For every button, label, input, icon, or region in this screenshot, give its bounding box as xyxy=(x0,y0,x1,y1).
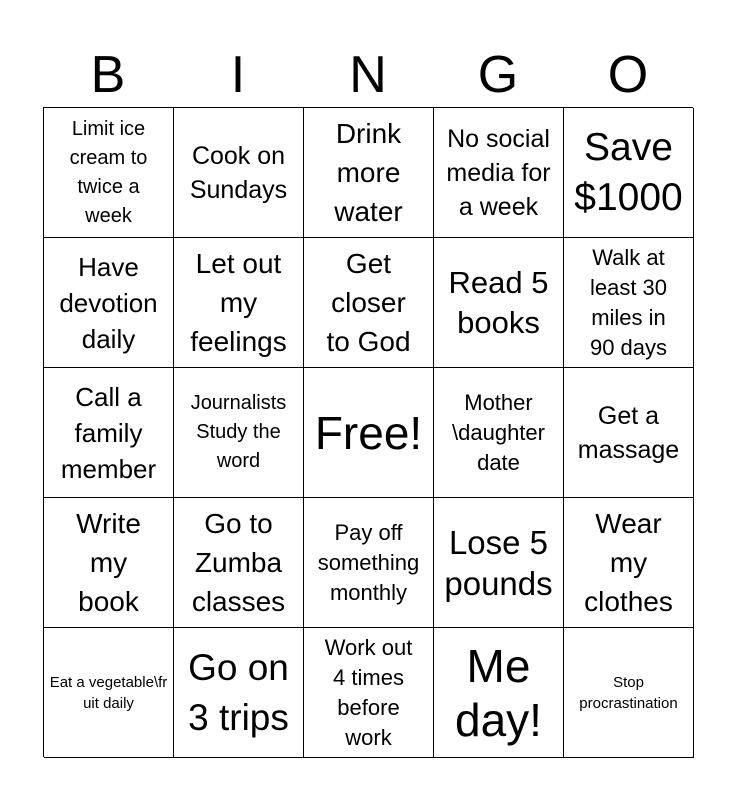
cell-text: Walk at least 30 miles in 90 days xyxy=(589,244,668,360)
bingo-cell[interactable] xyxy=(44,238,174,368)
bingo-cell[interactable] xyxy=(434,238,564,368)
bingo-cell[interactable] xyxy=(304,498,434,628)
cell-text: Limit ice cream to twice a week xyxy=(69,117,148,227)
bingo-cell[interactable] xyxy=(44,108,174,238)
bingo-cell[interactable] xyxy=(564,628,694,758)
cell-text: Save $1000 xyxy=(574,125,683,219)
header-letter-o: O xyxy=(607,46,649,104)
bingo-cell[interactable] xyxy=(564,238,694,368)
bingo-board xyxy=(43,107,693,757)
cell-text: Pay off something monthly xyxy=(317,519,420,605)
bingo-cell[interactable] xyxy=(174,238,304,368)
cell-text: Stop procrastination xyxy=(579,673,678,712)
bingo-cell[interactable] xyxy=(564,108,694,238)
cell-text: Call a family member xyxy=(60,381,157,484)
cell-text: Write my book xyxy=(76,508,141,617)
cell-text: Wear my clothes xyxy=(584,508,673,617)
bingo-cell[interactable] xyxy=(174,368,304,498)
bingo-cell[interactable] xyxy=(564,368,694,498)
free-space-text: Free! xyxy=(314,406,423,459)
cell-text: Journalists Study the word xyxy=(190,392,287,472)
cell-text: Eat a vegetable\fruit daily xyxy=(49,673,168,712)
cell-text: Get closer to God xyxy=(326,248,411,357)
cell-text: Have devotion daily xyxy=(59,251,158,354)
cell-text: Lose 5 pounds xyxy=(444,523,553,602)
cell-text: Go to Zumba classes xyxy=(191,508,286,617)
bingo-cell[interactable] xyxy=(564,498,694,628)
bingo-cell[interactable] xyxy=(304,628,434,758)
header-letter-g: G xyxy=(477,46,519,104)
cell-text: Drink more water xyxy=(334,118,403,227)
cell-text: Me day! xyxy=(455,639,542,746)
cell-text: Mother \daughter date xyxy=(452,389,545,475)
bingo-cell[interactable] xyxy=(44,368,174,498)
cell-text: Cook on Sundays xyxy=(189,141,288,204)
bingo-cell[interactable] xyxy=(304,108,434,238)
bingo-cell[interactable] xyxy=(434,108,564,238)
cell-text: Read 5 books xyxy=(448,264,549,340)
cell-text: Go on 3 trips xyxy=(188,646,289,738)
bingo-cell[interactable] xyxy=(174,628,304,758)
bingo-cell[interactable] xyxy=(174,108,304,238)
bingo-cell[interactable] xyxy=(44,628,174,758)
bingo-cell[interactable] xyxy=(434,498,564,628)
cell-text: Work out 4 times before work xyxy=(324,634,413,750)
bingo-header xyxy=(43,44,693,106)
bingo-cell[interactable] xyxy=(434,368,564,498)
cell-text: Let out my feelings xyxy=(190,248,287,357)
bingo-cell[interactable] xyxy=(44,498,174,628)
header-letter-b: B xyxy=(90,46,126,104)
cell-text: No social media for a week xyxy=(446,124,551,221)
bingo-cell[interactable] xyxy=(304,238,434,368)
cell-text: Get a massage xyxy=(577,401,680,464)
header-letter-n: N xyxy=(349,46,387,104)
free-space-cell[interactable] xyxy=(304,368,434,498)
bingo-cell[interactable] xyxy=(174,498,304,628)
bingo-cell[interactable] xyxy=(434,628,564,758)
header-letter-i: I xyxy=(230,46,246,104)
